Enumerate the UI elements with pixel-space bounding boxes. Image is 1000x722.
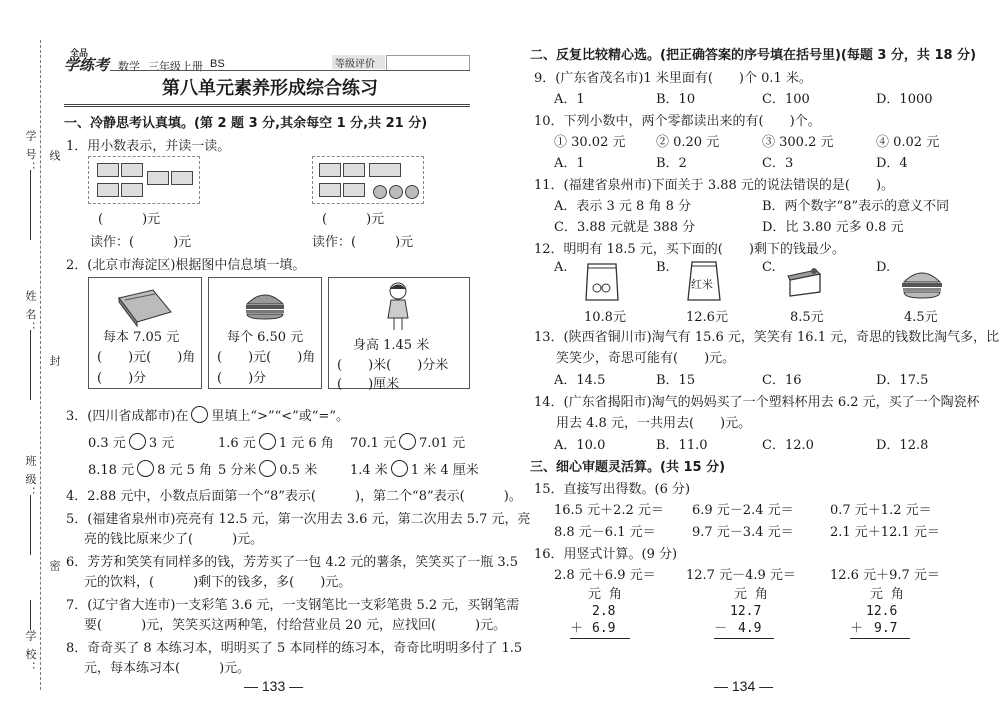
q1-text: 1．用小数表示，并读一读。 <box>66 139 231 154</box>
page-number-right: — 134 — <box>714 678 774 694</box>
q13-option-c[interactable]: C．16 <box>762 373 802 388</box>
q2-burger-card <box>208 277 322 389</box>
cut-line-char-feng: 封 <box>48 355 61 368</box>
q14-option-b[interactable]: B．11.0 <box>656 438 708 453</box>
q15-expr[interactable]: 6.9 元－2.4 元＝ <box>692 503 794 518</box>
q12-price-a: 10.8元 <box>584 310 626 325</box>
q14-text-1: 14．(广东省揭阳市)淘气的妈妈买了一个塑料杯用去 6.2 元，买了一个陶瓷杯 <box>534 395 980 410</box>
q10-option-d[interactable]: D．4 <box>876 156 908 171</box>
q3-row-2c: 1.4 米 1 米 4 厘米 <box>350 459 479 478</box>
hamburger-icon <box>900 266 944 300</box>
cake-icon <box>786 266 824 300</box>
student-name-label: 姓 名： <box>24 290 37 335</box>
q9-text: 9．(广东省茂名市)1 米里面有( )个 0.1 米。 <box>534 71 812 86</box>
q3-row-1: 0.3 元 3 元 <box>88 432 174 451</box>
q10-item-3: ③ 300.2 元 <box>762 135 834 150</box>
burger-blank-1[interactable]: ( )元( )角 <box>217 350 316 365</box>
q13-text-1: 13．(陕西省铜川市)淘气有 15.6 元，笑笑有 16.1 元，奇思的钱数比淘气多，比 <box>534 330 1000 345</box>
q2-text: 2．(北京市海淀区)根据图中信息填一填。 <box>66 258 306 273</box>
class-blank[interactable] <box>30 495 31 555</box>
q14-option-c[interactable]: C．12.0 <box>762 438 814 453</box>
section1-heading: 一、冷静思考认真填。(第 2 题 3 分,其余每空 1 分,共 21 分) <box>64 116 428 131</box>
q16-expr[interactable]: 12.7 元－4.9 元＝ <box>686 568 796 583</box>
q10-item-1: ① 30.02 元 <box>554 135 626 150</box>
hamburger-icon <box>243 290 287 320</box>
q1-read-b[interactable]: 读作：( )元 <box>312 235 414 250</box>
student-number-label: 学 号： <box>24 130 37 175</box>
page-number-left: — 133 — <box>244 678 304 694</box>
q10-text: 10．下列小数中，两个零都读出来的有( )个。 <box>534 114 821 129</box>
q1-answer-a[interactable]: ( )元 <box>98 212 161 227</box>
q3-text: 3．(四川省成都市)在 里填上“>”“<”或“=”。 <box>66 405 349 424</box>
q12-option-a[interactable]: A. <box>554 260 568 275</box>
q1-read-a[interactable]: 读作：( )元 <box>90 235 192 250</box>
burger-price: 每个 6.50 元 <box>227 330 304 345</box>
q16-expr[interactable]: 12.6 元＋9.7 元＝ <box>830 568 940 583</box>
school-blank[interactable] <box>30 600 31 630</box>
header-rule <box>110 70 470 71</box>
q12-price-b: 12.6元 <box>686 310 728 325</box>
q11-text: 11．(福建省泉州市)下面关于 3.88 元的说法错误的是( )。 <box>534 178 895 193</box>
q10-option-a[interactable]: A．1 <box>554 156 585 171</box>
right-page: 二、反复比较精心选。(把正确答案的序号填在括号里)(每题 3 分，共 18 分) 9．(广东省茂名市)1 米里面有( )个 0.1 米。 A．1 B．10 C．100 D．1000 10．下列小数中，两个零都读出来的有( )个。 ① 30.02 元 ② 0.20 元 ③ 300.2 元 ④ 0.02 元 A．1 B．2 C．3 D．4 11．(福建省泉州市)下面关于 3.88 元的说法错误的是( )。 A．表示 3 元 8 角 8 分 B．两个数字“8”表示的意义不同 C．3.88 元就是 388 分 D．比 3.80 元多 0.8 元 12．明明有 18.5 元，买下面的( )剩下的钱最少。 A. B. C. D. 红米 10.8元 12.6元 8.5元 4.5元 13．(陕西省铜川市)淘气有 15.6 元，笑笑有 16.1 元，奇思的钱数比淘气多，比 笑笑少，奇思可能有( )元。 A．14.5 B．15 C．16 D．17.5 14．(广东省揭阳市)淘气的妈妈买了一个塑料杯用去 6.2 元，买了一个陶瓷杯 用去 4.8 元，一共用去( )元。 A．10.0 B．11.0 C．12.0 D．12.8 三、细心审题灵活算。(共 15 分) 15．直接写出得数。(6 分) 16.5 元＋2.2 元＝ 6.9 元－2.4 元＝ 0.7 元＋1.2 元＝ 8.8 元－6.1 元＝ 9.7 元－3.4 元＝ 2.1 元＋12.1 元＝ 16．用竖式计算。(9 分) 2.8 元＋6.9 元＝ 12.7 元－4.9 元＝ 12.6 元＋9.7 元＝ 元 角 2.8 ＋ 6.9 元 角 12.7 － 4.9 元 角 12.6 ＋ 9.7 — 134 — <box>500 0 1000 722</box>
q3-circle[interactable] <box>391 460 408 477</box>
q3-circle-sample <box>191 406 208 423</box>
q1-answer-b[interactable]: ( )元 <box>322 212 385 227</box>
q14-option-d[interactable]: D．12.8 <box>876 438 929 453</box>
q11-option-b[interactable]: B．两个数字“8”表示的意义不同 <box>762 199 950 214</box>
q13-text-2: 笑笑少，奇思可能有( )元。 <box>556 351 736 366</box>
q3-circle[interactable] <box>259 460 276 477</box>
q3-row-2b: 5 分米 0.5 米 <box>218 459 317 478</box>
q8-text-2: 元，每本练习本( )元。 <box>84 661 251 676</box>
grade: 三年级上册 <box>148 61 203 73</box>
book-blank-1[interactable]: ( )元( )角 <box>97 350 196 365</box>
q10-item-4: ④ 0.02 元 <box>876 135 940 150</box>
q9-option-b[interactable]: B．10 <box>656 92 696 107</box>
q3-circle[interactable] <box>137 460 154 477</box>
q13-option-d[interactable]: D．17.5 <box>876 373 929 388</box>
q14-text-2: 用去 4.8 元，一共用去( )元。 <box>556 416 752 431</box>
q3-circle[interactable] <box>129 433 146 450</box>
rating-box[interactable] <box>386 55 470 71</box>
cut-line <box>40 40 41 690</box>
q2-girl-card <box>328 277 470 392</box>
q10-option-b[interactable]: B．2 <box>656 156 687 171</box>
q13-option-a[interactable]: A．14.5 <box>554 373 606 388</box>
q2-book-card <box>88 277 202 389</box>
logo-top: 全品 <box>70 48 89 58</box>
subject: 数学 <box>118 61 140 73</box>
q8-text-1: 8．奇奇买了 8 本练习本，明明买了 5 本同样的练习本，奇奇比明明多付了 1.5 <box>66 641 523 656</box>
book-blank-2[interactable]: ( )分 <box>97 371 147 386</box>
q12-option-c[interactable]: C. <box>762 260 776 275</box>
book-icon <box>115 286 175 328</box>
q16-expr[interactable]: 2.8 元＋6.9 元＝ <box>554 568 656 583</box>
q12-option-b[interactable]: B. <box>656 260 670 275</box>
q15-expr[interactable]: 8.8 元－6.1 元＝ <box>554 525 656 540</box>
student-number-blank[interactable] <box>30 170 31 240</box>
student-name-blank[interactable] <box>30 330 31 400</box>
q7-text-1: 7．(辽宁省大连市)一支彩笔 3.6 元，一支钢笔比一支彩笔贵 5.2 元，买钢笔需 <box>66 598 520 613</box>
q11-option-d[interactable]: D．比 3.80 元多 0.8 元 <box>762 220 904 235</box>
q9-option-c[interactable]: C．100 <box>762 92 810 107</box>
q3-row-1c: 70.1 元 7.01 元 <box>350 432 465 451</box>
q15-expr[interactable]: 0.7 元＋1.2 元＝ <box>830 503 932 518</box>
girl-icon <box>381 280 415 332</box>
q15-expr[interactable]: 9.7 元－3.4 元＝ <box>692 525 794 540</box>
burger-blank-2[interactable]: ( )分 <box>217 371 267 386</box>
rating-label: 等级评价 <box>332 55 385 69</box>
q1-money-box-b <box>312 156 424 204</box>
section2-heading: 二、反复比较精心选。(把正确答案的序号填在括号里)(每题 3 分，共 18 分) <box>530 48 977 63</box>
q9-option-d[interactable]: D．1000 <box>876 92 933 107</box>
q1-money-box-a <box>88 156 200 204</box>
book-price: 每本 7.05 元 <box>103 330 180 345</box>
binding-margin <box>0 0 62 722</box>
q13-option-b[interactable]: B．15 <box>656 373 696 388</box>
q6-text-1: 6．芳芳和笑笑有同样多的钱，芳芳买了一包 4.2 元的薯条，笑笑买了一瓶 3.5 <box>66 555 519 570</box>
q15-text: 15．直接写出得数。(6 分) <box>534 482 691 497</box>
q4-text: 4．2.88 元中，小数点后面第一个“8”表示( )，第二个“8”表示( )。 <box>66 489 522 504</box>
q9-option-a[interactable]: A．1 <box>554 92 585 107</box>
q6-text-2: 元的饮料，( )剩下的钱多，多( )元。 <box>84 575 352 590</box>
q10-option-c[interactable]: C．3 <box>762 156 794 171</box>
q12-price-d: 4.5元 <box>904 310 938 325</box>
q15-expr[interactable]: 16.5 元＋2.2 元＝ <box>554 503 664 518</box>
q7-text-2: 要( )元，笑笑买这两种笔，付给营业员 20 元，应找回( )元。 <box>84 618 507 633</box>
girl-blank-2[interactable]: ( )厘米 <box>337 377 400 392</box>
q12-option-d[interactable]: D. <box>876 260 891 275</box>
q3-circle[interactable] <box>259 433 276 450</box>
q14-option-a[interactable]: A．10.0 <box>554 438 606 453</box>
girl-blank-1[interactable]: ( )米( )分米 <box>337 358 449 373</box>
logo: 学练考 <box>64 57 110 74</box>
q11-option-a[interactable]: A．表示 3 元 8 角 8 分 <box>554 199 691 214</box>
q3-row-1b: 1.6 元 1 元 6 角 <box>218 432 334 451</box>
title-rule <box>64 104 470 107</box>
q16-text: 16．用竖式计算。(9 分) <box>534 547 678 562</box>
cut-line-char-xian: 线 <box>48 150 61 163</box>
snack-bag-icon <box>582 258 622 304</box>
q12-text: 12．明明有 18.5 元，买下面的( )剩下的钱最少。 <box>534 242 845 257</box>
rice-bag-label: 红米 <box>691 278 713 291</box>
q12-price-c: 8.5元 <box>790 310 824 325</box>
girl-height: 身高 1.45 米 <box>353 338 430 353</box>
q3-circle[interactable] <box>399 433 416 450</box>
q5-text-2: 亮的钱比原来少了( )元。 <box>84 532 264 547</box>
school-label: 学 校： <box>24 630 37 675</box>
page-title: 第八单元素养形成综合练习 <box>162 78 378 99</box>
q10-item-2: ② 0.20 元 <box>656 135 720 150</box>
section3-heading: 三、细心审题灵活算。(共 15 分) <box>530 460 726 475</box>
q15-expr[interactable]: 2.1 元＋12.1 元＝ <box>830 525 940 540</box>
q11-option-c[interactable]: C．3.88 元就是 388 分 <box>554 220 696 235</box>
q5-text-1: 5．(福建省泉州市)亮亮有 12.5 元，第一次用去 3.6 元，第二次用去 5.7 元，亮 <box>66 512 531 527</box>
q3-row-2: 8.18 元 8 元 5 角 <box>88 459 212 478</box>
class-label: 班 级： <box>24 455 37 500</box>
edition: BS <box>210 58 225 70</box>
cut-line-char-mi: 密 <box>48 560 61 573</box>
